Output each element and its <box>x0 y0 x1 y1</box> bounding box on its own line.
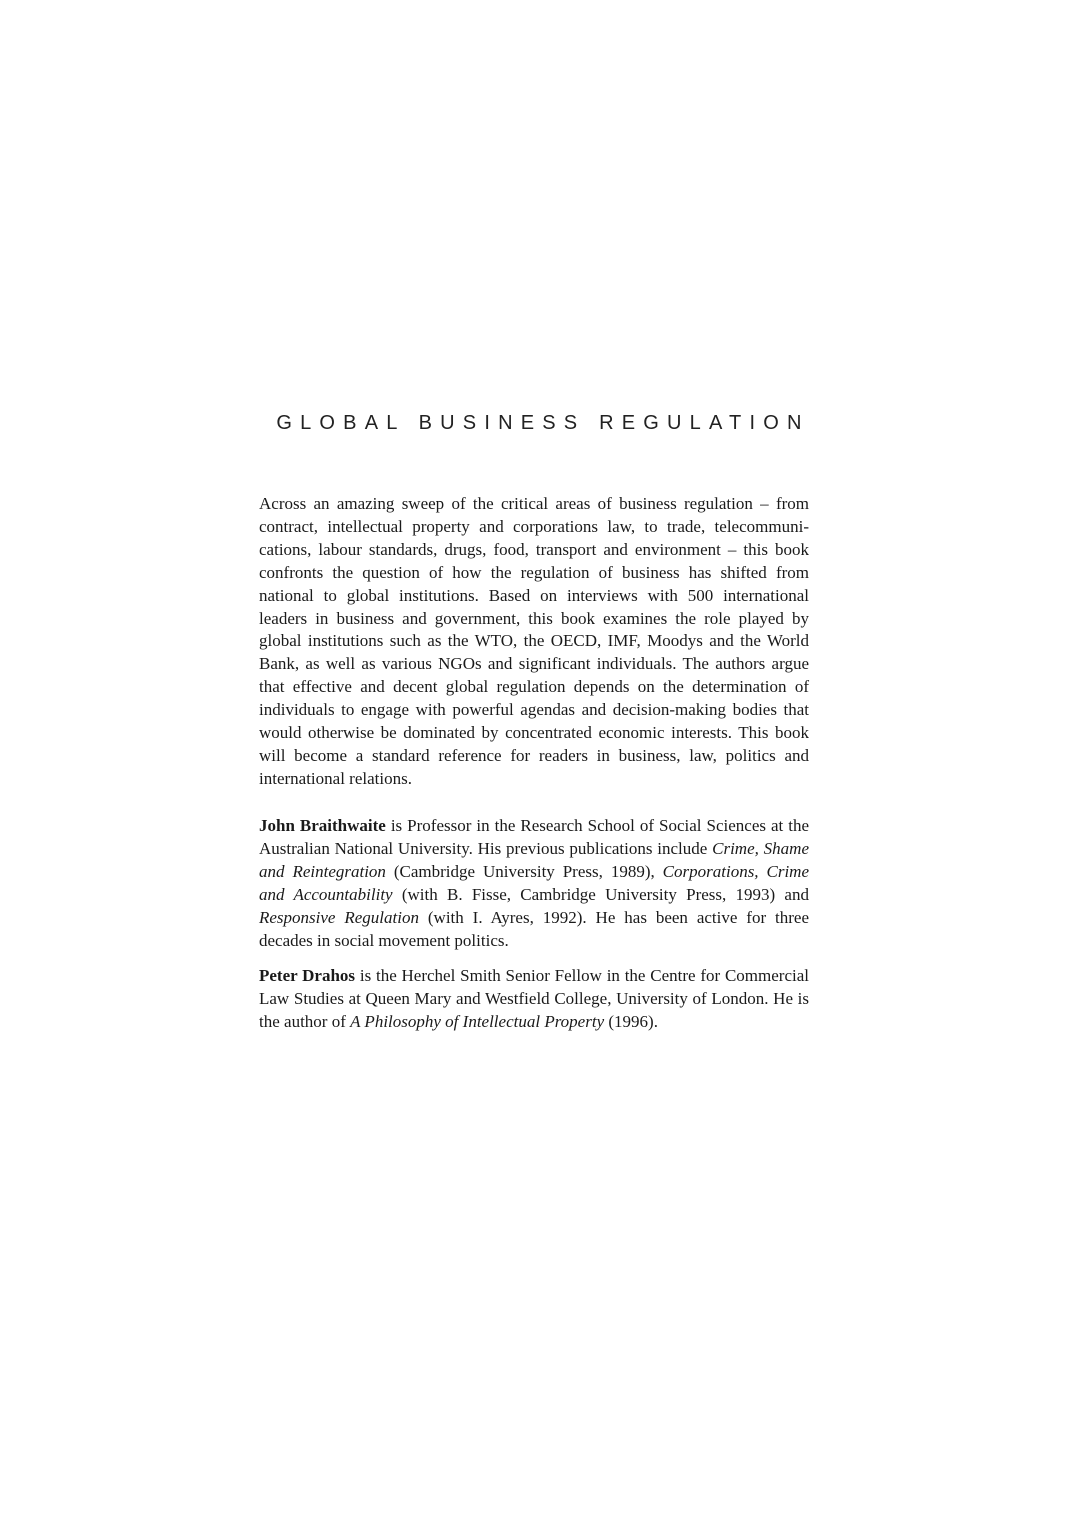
bio-text: (with I. Ayres, 1992). He has been active for three decades in social movement politics. <box>259 907 810 950</box>
bio-text: (1996). <box>604 1011 658 1031</box>
bio-text: is Professor in the Research School of Social Sciences at the Australian National University. His previous publications include <box>259 816 810 858</box>
author-bio-drahos <box>259 965 809 1034</box>
author-name: John Braithwaite <box>259 816 386 835</box>
book-title: Corporations, Crime and Accountability <box>259 861 809 904</box>
page-title: GLOBAL BUSINESS REGULATION <box>276 412 810 434</box>
book-description: Across an amazing sweep of the critical areas of business regulation – from contract, intellectual property and corporations law, to trade, telecommunications, labour standards, drugs, food, transport and environment – this book confronts the question of how the regulation of business has shifted from national to global institutions. Based on interviews with 500 international leaders in business and government, this book examines the role played by global institutions such as the WTO, the OECD, IMF, Moodys and the World Bank, as well as various NGOs and significant individuals. The authors argue that effective and decent global regulation depends on the determination of individuals to engage with powerful agendas and decision-making bodies that would otherwise be dominated by concentrated economic interests. This book will become a standard reference for readers in business, law, politics and international relations. <box>259 494 809 788</box>
book-title: A Philosophy of Intellectual Property <box>350 1011 605 1031</box>
bio-text: (Cambridge University Press, 1989), <box>385 861 663 881</box>
bio-text: (with B. Fisse, Cambridge University Press, 1993) and <box>392 884 809 904</box>
author-name: Peter Drahos <box>259 966 356 985</box>
author-bio-braithwaite <box>259 815 809 952</box>
book-title: Crime, Shame and Reintegration <box>259 838 809 881</box>
book-title: Responsive Regulation <box>259 907 419 927</box>
bio-text: is the Herchel Smith Senior Fellow in the Centre for Commercial Law Studies at Queen Mary and Westfield College, University of London. He is the author of <box>259 966 809 1031</box>
